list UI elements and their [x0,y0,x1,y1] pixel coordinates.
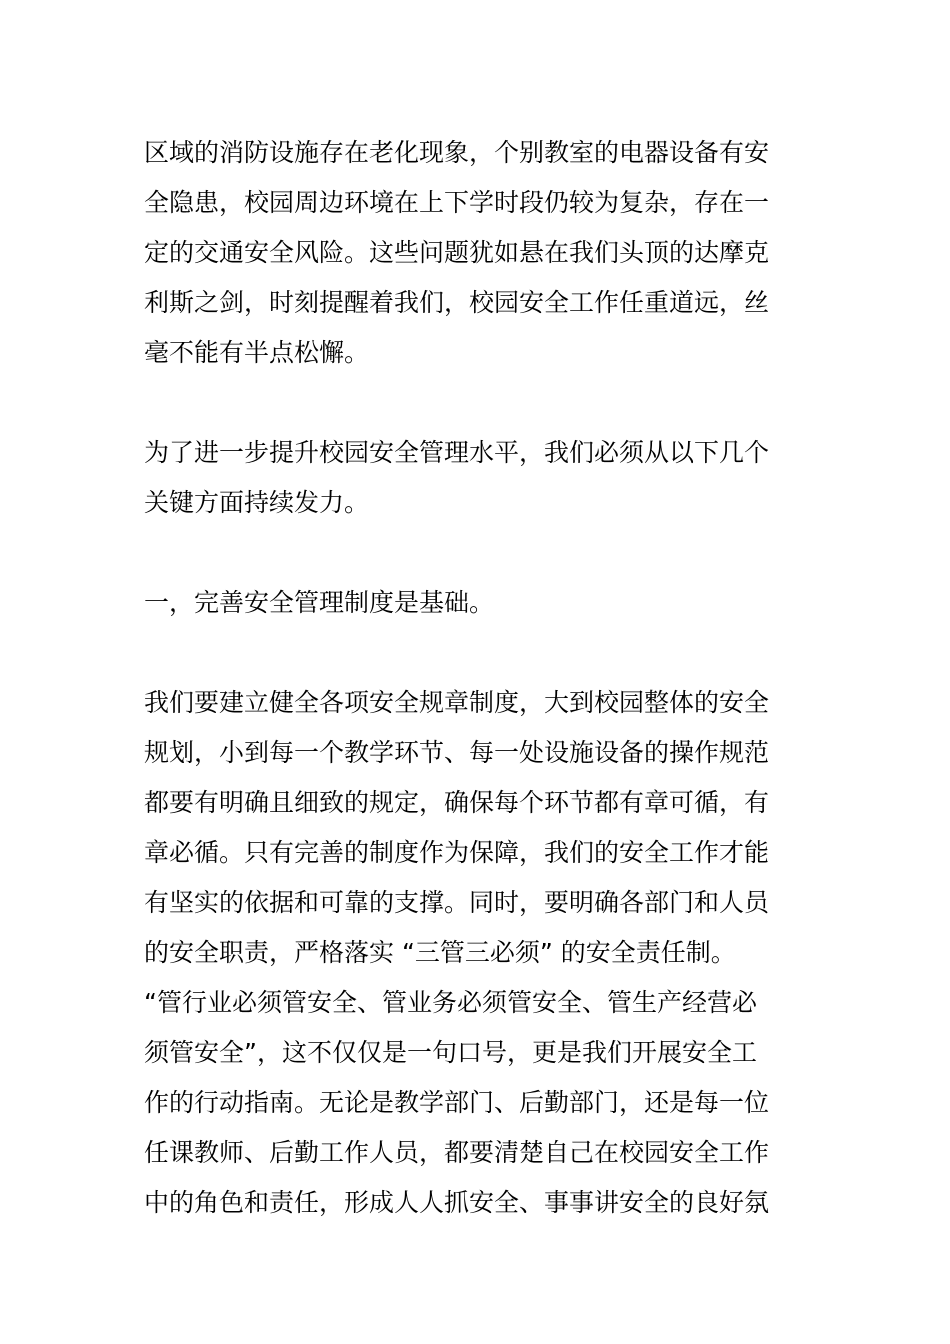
paragraph-2 [144,428,808,528]
text-line: 须管安全”，这不仅仅是一句口号，更是我们开展安全工 [144,1038,757,1067]
text-line: 规划，小到每一个教学环节、每一处设施设备的操作规范 [144,738,770,767]
text-line: 作的行动指南。无论是教学部门、后勤部门，还是每一位 [144,1088,770,1117]
document-body [144,128,808,1278]
text-line: 中的角色和责任，形成人人抓安全、事事讲安全的良好氛 [144,1188,770,1217]
text-line: “管行业必须管安全、管业务必须管安全、管生产经营必 [144,988,757,1017]
text-line: 的安全职责，严格落实 “三管三必须” 的安全责任制。 [144,938,736,967]
text-line: 都要有明确且细致的规定，确保每个环节都有章可循，有 [144,788,770,817]
text-line: 一，完善安全管理制度是基础。 [144,588,495,617]
text-line: 任课教师、后勤工作人员，都要清楚自己在校园安全工作 [144,1138,770,1167]
text-line: 定的交通安全风险。这些问题犹如悬在我们头顶的达摩克 [144,238,770,267]
text-line: 利斯之剑，时刻提醒着我们，校园安全工作任重道远，丝 [144,288,770,317]
text-line: 区域的消防设施存在老化现象，个别教室的电器设备有安 [144,138,770,167]
text-line: 毫不能有半点松懈。 [144,338,370,367]
text-line: 为了进一步提升校园安全管理水平，我们必须从以下几个 [144,438,770,467]
text-line: 我们要建立健全各项安全规章制度，大到校园整体的安全 [144,688,770,717]
paragraph-3 [144,678,808,1228]
section-heading-1 [144,578,808,628]
text-line: 全隐患，校园周边环境在上下学时段仍较为复杂，存在一 [144,188,770,217]
text-line: 章必循。只有完善的制度作为保障，我们的安全工作才能 [144,838,770,867]
paragraph-1 [144,128,808,378]
text-line: 有坚实的依据和可靠的支撑。同时，要明确各部门和人员 [144,888,770,917]
text-line: 关键方面持续发力。 [144,488,370,517]
